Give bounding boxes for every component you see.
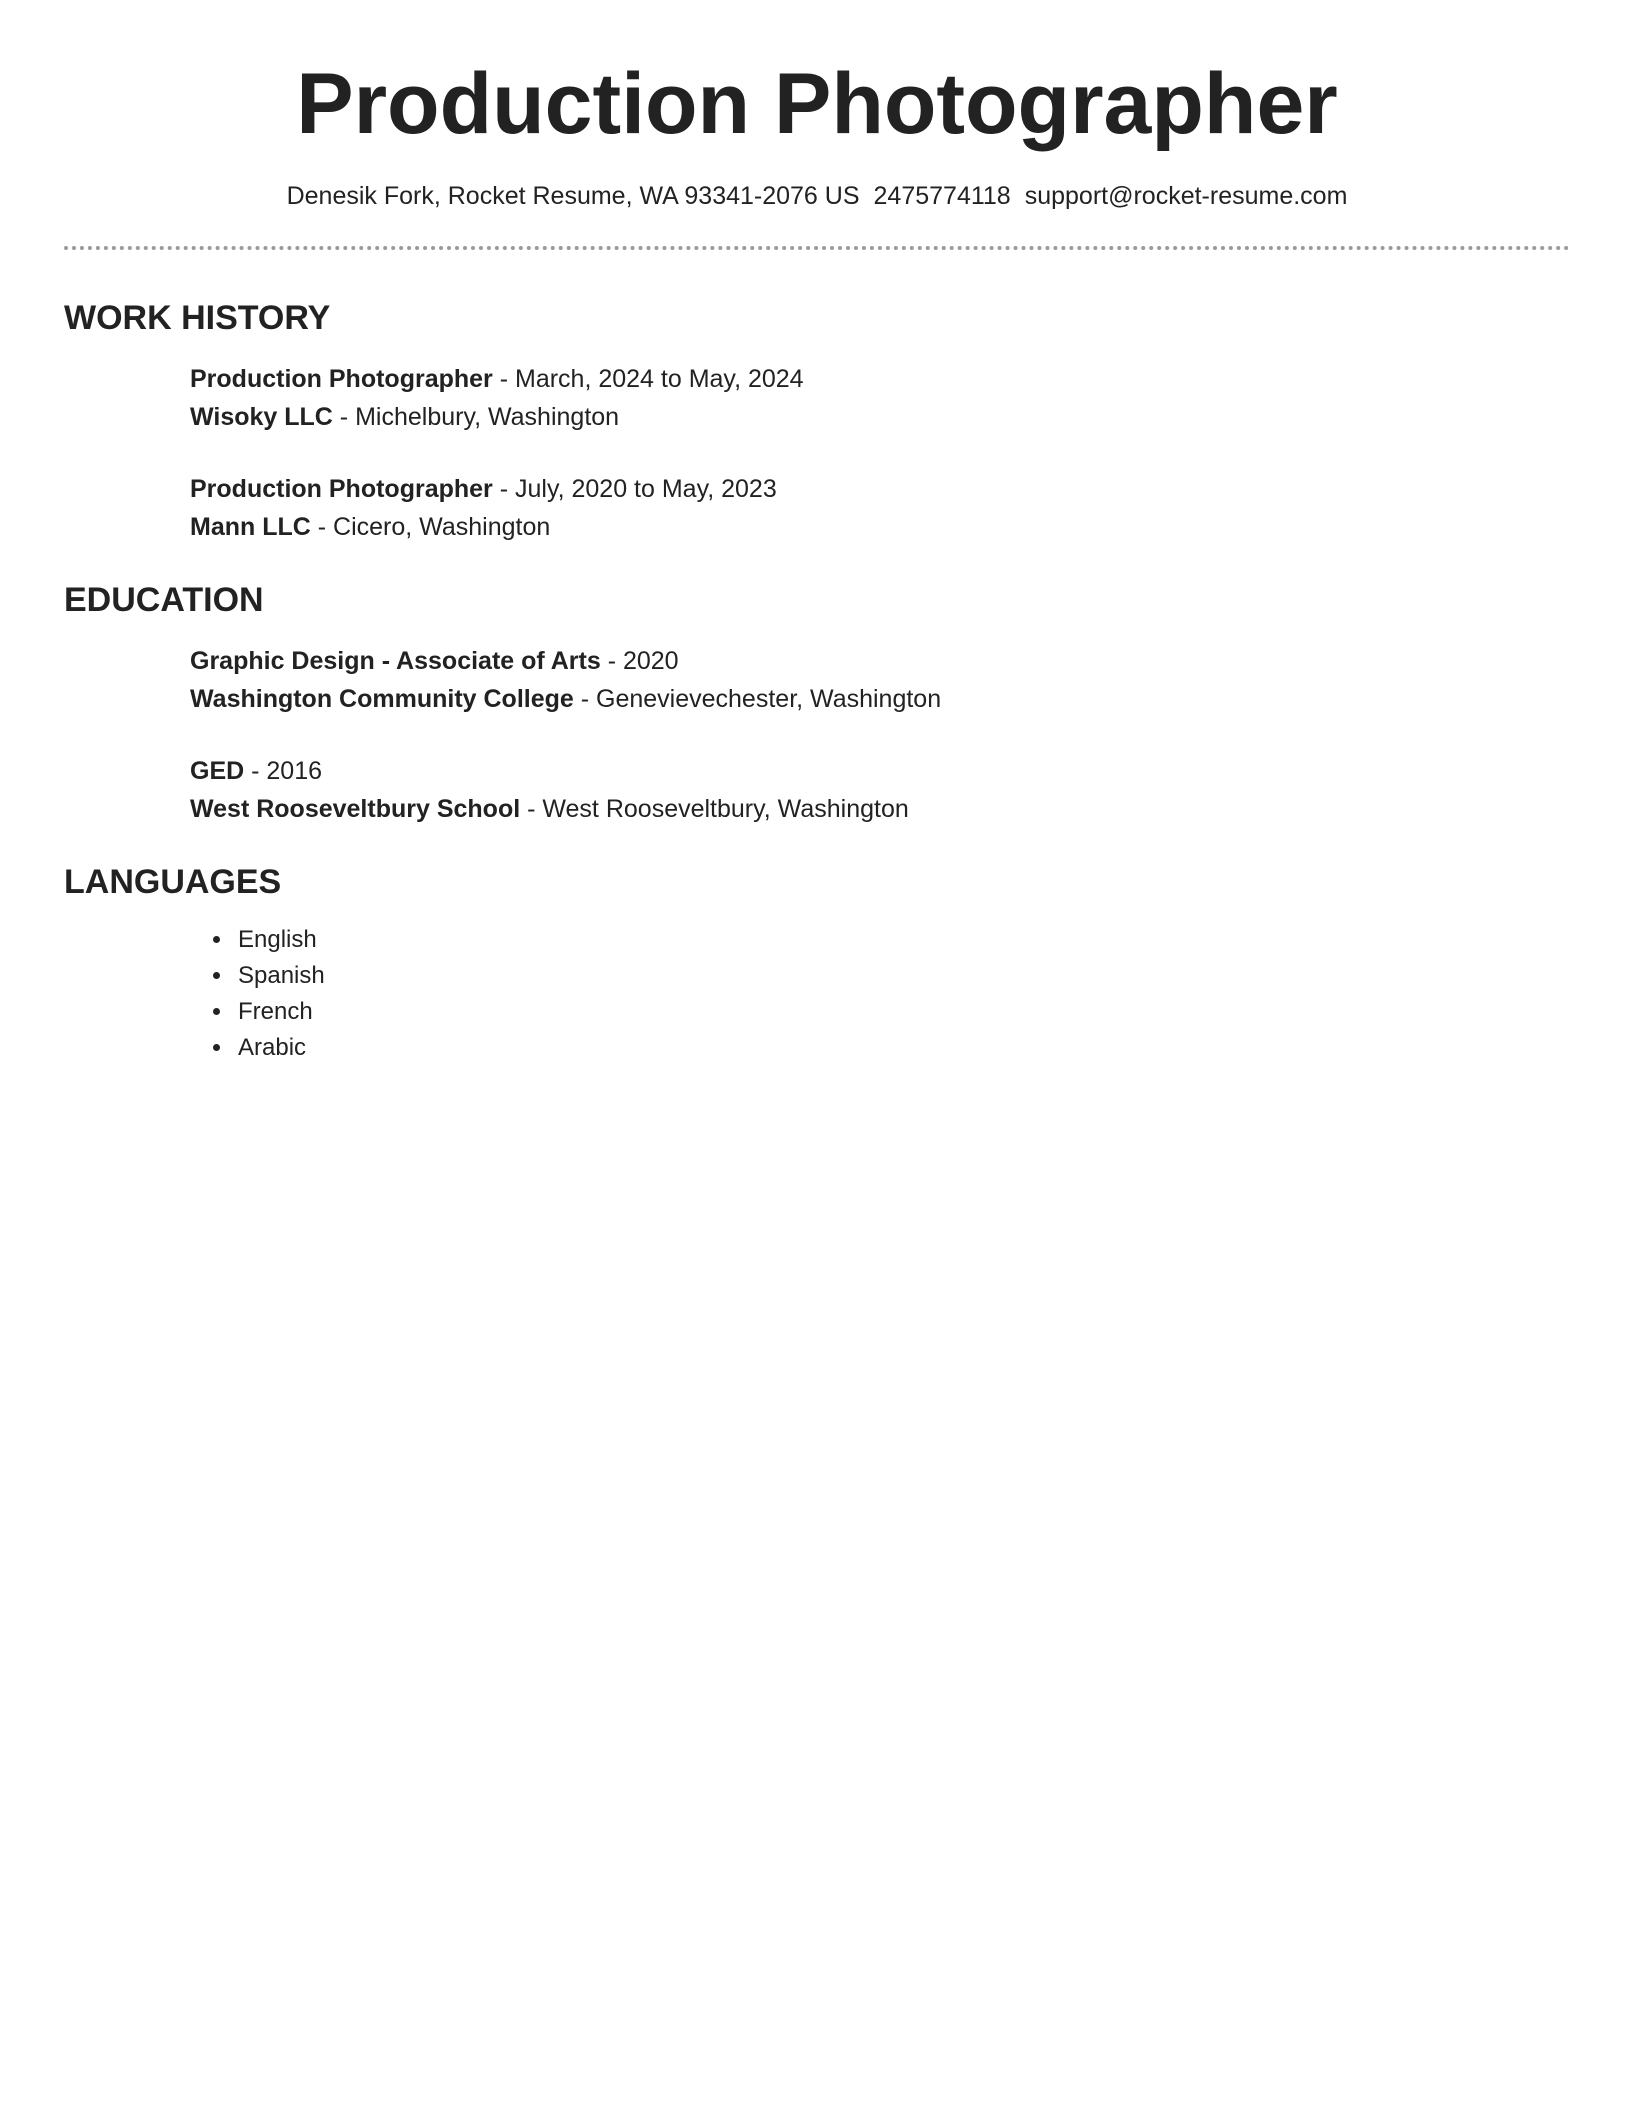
work-role: Production Photographer bbox=[190, 475, 493, 503]
languages-list bbox=[64, 922, 1570, 1066]
education-entry bbox=[190, 752, 1570, 828]
education-year: - 2020 bbox=[600, 647, 679, 675]
resume-page bbox=[64, 0, 1570, 1066]
work-role: Production Photographer bbox=[190, 365, 493, 393]
language-item: • French bbox=[234, 994, 1570, 1030]
work-history-heading: WORK HISTORY bbox=[64, 299, 331, 337]
work-history-list bbox=[190, 360, 1570, 546]
work-entry-line-2 bbox=[190, 508, 1570, 546]
header-divider bbox=[64, 246, 1570, 250]
education-location: - Genevievechester, Washington bbox=[573, 685, 942, 713]
work-entry-line-1 bbox=[190, 360, 1570, 398]
work-dates: - March, 2024 to May, 2024 bbox=[492, 365, 804, 393]
language-item: • English bbox=[234, 922, 1570, 958]
education-degree: GED bbox=[190, 757, 245, 785]
work-company: Wisoky LLC bbox=[190, 403, 333, 431]
contact-line bbox=[64, 180, 1570, 212]
education-list bbox=[190, 642, 1570, 828]
education-location: - West Rooseveltbury, Washington bbox=[520, 795, 909, 823]
education-entry-line-1 bbox=[190, 642, 1570, 680]
education-entry-line-2 bbox=[190, 680, 1570, 718]
page-title: Production Photographer bbox=[296, 56, 1338, 152]
work-company: Mann LLC bbox=[190, 513, 311, 541]
education-entry bbox=[190, 642, 1570, 718]
education-school: West Rooseveltbury School bbox=[190, 795, 521, 823]
work-entry bbox=[190, 360, 1570, 436]
work-entry-line-1 bbox=[190, 470, 1570, 508]
languages-heading: LANGUAGES bbox=[64, 863, 282, 901]
contact-address: Denesik Fork, Rocket Resume, WA 93341-2076 US bbox=[286, 182, 860, 210]
education-entry-line-2 bbox=[190, 790, 1570, 828]
work-dates: - July, 2020 to May, 2023 bbox=[492, 475, 777, 503]
work-location: - Michelbury, Washington bbox=[332, 403, 620, 431]
contact-email: support@rocket-resume.com bbox=[1024, 182, 1348, 210]
work-location: - Cicero, Washington bbox=[310, 513, 551, 541]
contact-phone: 2475774118 bbox=[873, 182, 1011, 210]
language-item: • Arabic bbox=[234, 1030, 1570, 1066]
work-entry-line-2 bbox=[190, 398, 1570, 436]
language-item: • Spanish bbox=[234, 958, 1570, 994]
education-degree: Graphic Design - Associate of Arts bbox=[190, 647, 601, 675]
education-school: Washington Community College bbox=[190, 685, 574, 713]
work-entry bbox=[190, 470, 1570, 546]
education-entry-line-1 bbox=[190, 752, 1570, 790]
education-heading: EDUCATION bbox=[64, 581, 264, 619]
education-year: - 2016 bbox=[244, 757, 323, 785]
